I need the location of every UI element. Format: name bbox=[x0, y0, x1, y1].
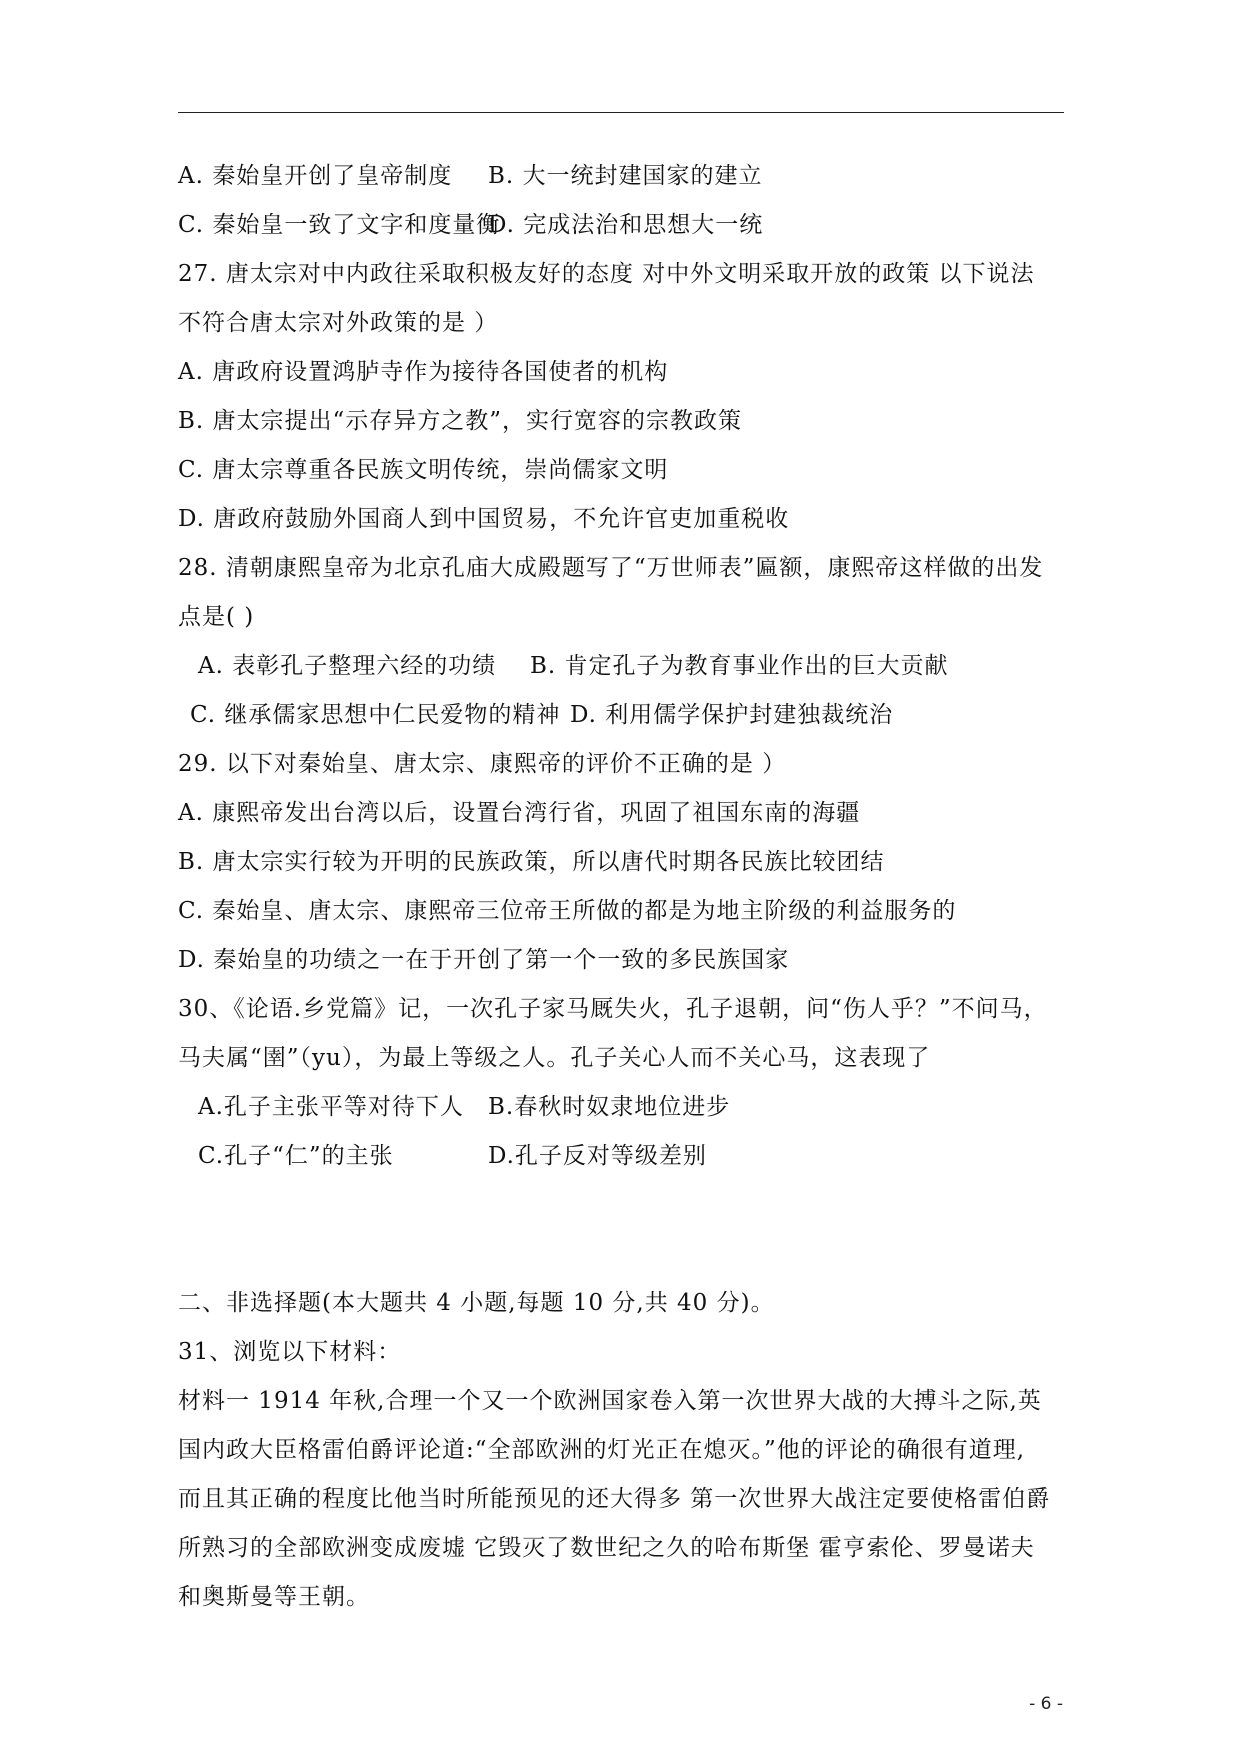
header-rule bbox=[178, 112, 1064, 113]
q29-option-a: A. 康熙帝发出台湾以后，设置台湾行省，巩固了祖国东南的海疆 bbox=[178, 800, 861, 826]
question-30-stem-cont: 马夫属“圉”（yu），为最上等级之人。孔子关心人而不关心马，这表现了 bbox=[178, 1045, 931, 1071]
question-29-stem: 29. 以下对秦始皇、唐太宗、康熙帝的评价不正确的是 ） bbox=[178, 751, 787, 777]
question-30-stem: 30、《论语.乡党篇》记，一次孔子家马厩失火，孔子退朝，问“伤人乎？”不问马， bbox=[178, 996, 1048, 1022]
q29-option-b: B. 唐太宗实行较为开明的民族政策，所以唐代时期各民族比较团结 bbox=[178, 849, 885, 875]
q30-option-a: A.孔子主张平等对待下人 bbox=[198, 1094, 464, 1120]
q28-options-ab bbox=[178, 642, 1078, 691]
q30-option-d: D.孔子反对等级差别 bbox=[488, 1143, 707, 1169]
option-b: B. 大一统封建国家的建立 bbox=[488, 163, 763, 189]
material-1-line-3: 而且其正确的程度比他当时所能预见的还大得多 第一次世界大战注定要使格雷伯爵 bbox=[178, 1486, 1051, 1512]
option-a: A. 秦始皇开创了皇帝制度 bbox=[178, 163, 453, 189]
question-27-stem: 27. 唐太宗对中内政往采取积极友好的态度 对中外文明采取开放的政策 以下说法 bbox=[178, 261, 1035, 287]
material-1-line-2: 国内政大臣格雷伯爵评论道:“全部欧洲的灯光正在熄灭。”他的评论的确很有道理, bbox=[178, 1437, 1026, 1463]
q30-options-ab bbox=[178, 1083, 1078, 1132]
q29-option-c: C. 秦始皇、唐太宗、康熙帝三位帝王所做的都是为地主阶级的利益服务的 bbox=[178, 898, 957, 924]
option-c: C. 秦始皇一致了文字和度量衡 bbox=[178, 212, 501, 238]
question-28-stem-cont: 点是( ) bbox=[178, 604, 255, 630]
q28-option-c: C. 继承儒家思想中仁民爱物的精神 bbox=[190, 702, 561, 728]
q26-options-cd bbox=[178, 201, 1078, 250]
question-27-stem-cont: 不符合唐太宗对外政策的是 ） bbox=[178, 310, 499, 336]
question-31-stem: 31、浏览以下材料： bbox=[178, 1339, 402, 1365]
material-1-line-4: 所熟习的全部欧洲变成废墟 它毁灭了数世纪之久的哈布斯堡 霍亨索伦、罗曼诺夫 bbox=[178, 1535, 1035, 1561]
q29-option-d: D. 秦始皇的功绩之一在于开创了第一个一致的多民族国家 bbox=[178, 947, 790, 973]
q26-options-ab bbox=[178, 152, 1078, 201]
option-d: D. 完成法治和思想大一统 bbox=[488, 212, 764, 238]
page-content bbox=[178, 152, 1078, 1622]
q27-option-c: C. 唐太宗尊重各民族文明传统，崇尚儒家文明 bbox=[178, 457, 669, 483]
q28-option-b: B. 肯定孔子为教育事业作出的巨大贡献 bbox=[530, 653, 949, 679]
section-2-heading: 二、非选择题(本大题共 4 小题,每题 10 分,共 40 分)。 bbox=[178, 1290, 775, 1316]
q30-option-c: C.孔子“仁”的主张 bbox=[198, 1143, 394, 1169]
q30-option-b: B.春秋时奴隶地位进步 bbox=[488, 1094, 731, 1120]
q27-option-b: B. 唐太宗提出“示存异方之教”，实行宽容的宗教政策 bbox=[178, 408, 743, 434]
q27-option-a: A. 唐政府设置鸿胪寺作为接待各国使者的机构 bbox=[178, 359, 669, 385]
material-1-line-1: 材料一 1914 年秋,合理一个又一个欧洲国家卷入第一次世界大战的大搏斗之际,英 bbox=[178, 1388, 1042, 1414]
q28-option-a: A. 表彰孔子整理六经的功绩 bbox=[198, 653, 497, 679]
q28-options-cd bbox=[178, 691, 1078, 740]
question-28-stem: 28. 清朝康熙皇帝为北京孔庙大成殿题写了“万世师表”匾额，康熙帝这样做的出发 bbox=[178, 555, 1044, 581]
q27-option-d: D. 唐政府鼓励外国商人到中国贸易，不允许官吏加重税收 bbox=[178, 506, 790, 532]
section-gap bbox=[178, 1181, 1078, 1279]
q28-option-d: D. 利用儒学保护封建独裁统治 bbox=[570, 702, 894, 728]
material-1-line-5: 和奥斯曼等王朝。 bbox=[178, 1584, 370, 1610]
page-number: - 6 - bbox=[1029, 1694, 1063, 1714]
q30-options-cd bbox=[178, 1132, 1078, 1181]
